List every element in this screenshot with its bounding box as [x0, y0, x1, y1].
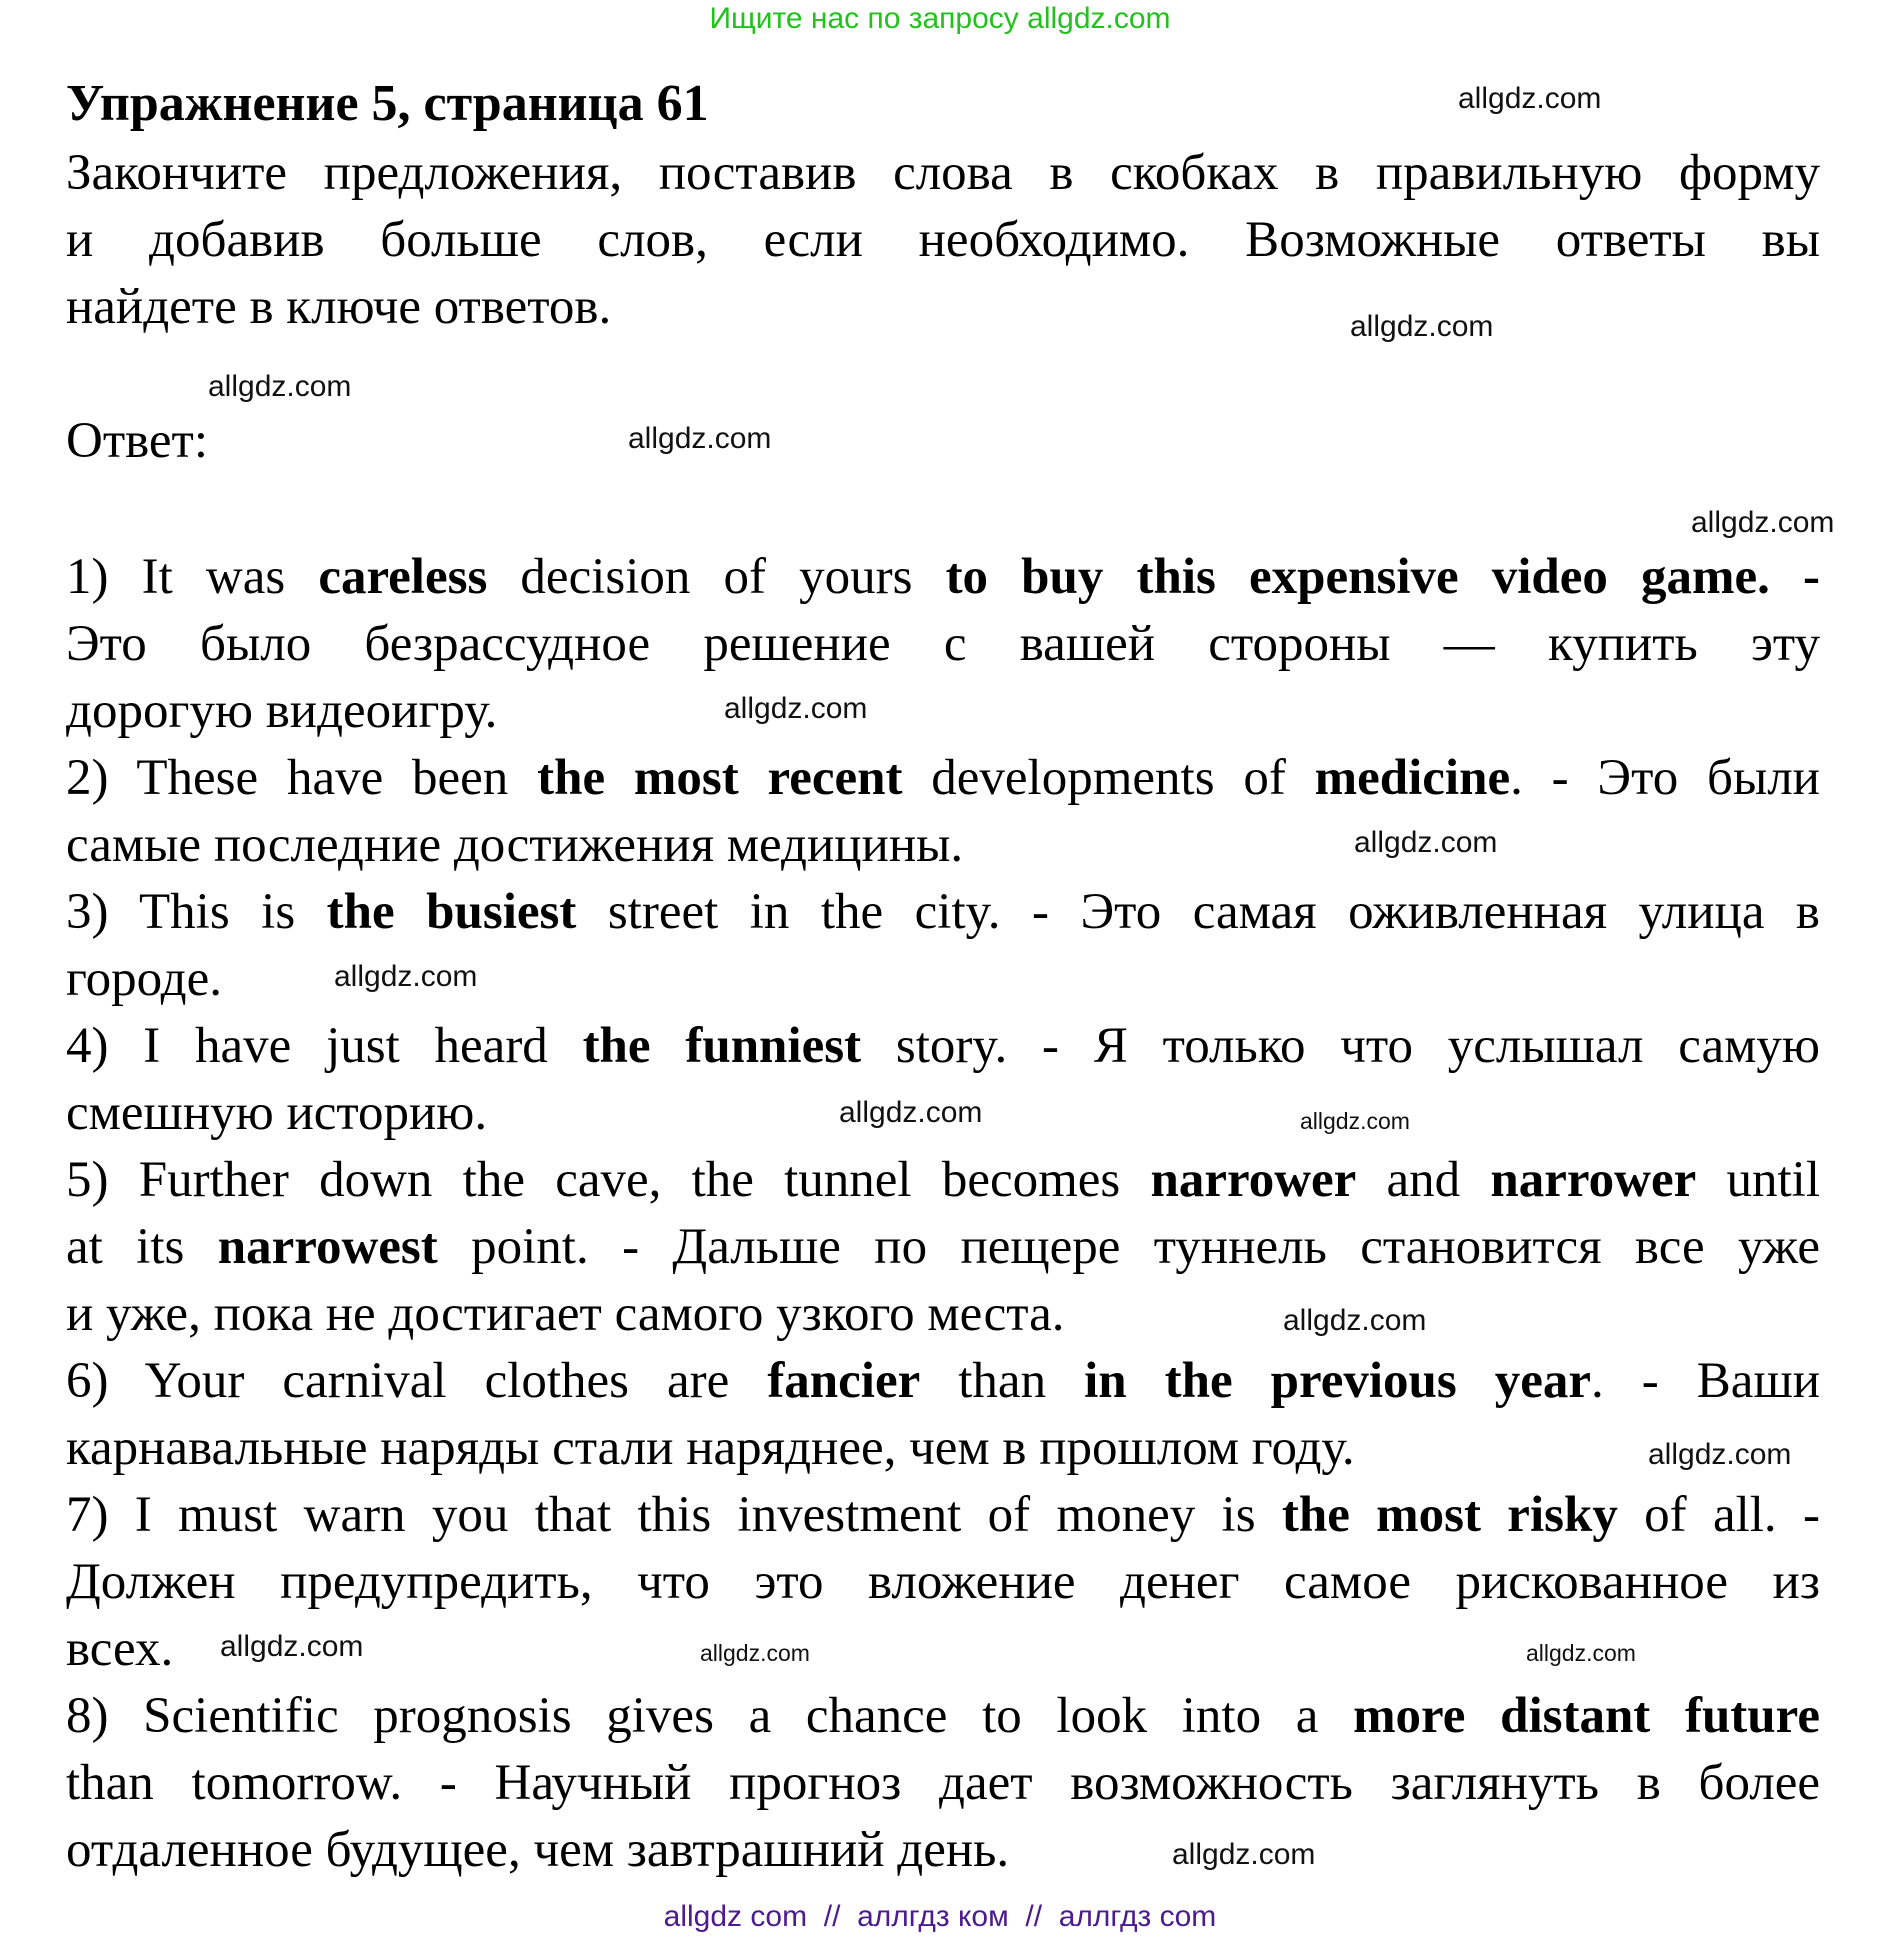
answer-text: карнавальные наряды стали наряднее, чем в прошлом году. [66, 1420, 1355, 1476]
answer-text: 8) Scientific prognosis gives a chance to look into a [66, 1688, 1354, 1744]
answer-line [66, 1549, 1820, 1616]
answer-line [66, 879, 1820, 946]
answer-bold-text: more distant future [1353, 1688, 1820, 1744]
answer-text: than [920, 1353, 1085, 1409]
answer-line [66, 1750, 1820, 1817]
answer-bold-text: careless [318, 549, 488, 605]
watermark: allgdz.com [1283, 1304, 1427, 1337]
answer-line [66, 1683, 1820, 1750]
answer-text: street in the city. - Это самая оживленная улица в [576, 884, 1820, 940]
answer-line [66, 678, 1820, 745]
answer-line [66, 812, 1820, 879]
answer-line [66, 946, 1820, 1013]
answer-text: 4) I have just heard [66, 1018, 583, 1074]
answer-line [66, 1013, 1820, 1080]
answer-text: отдаленное будущее, чем завтрашний день. [66, 1822, 1010, 1878]
answer-item [66, 544, 1820, 745]
answer-line [66, 1214, 1820, 1281]
answer-text: 3) This is [66, 884, 327, 940]
watermark: allgdz.com [1354, 826, 1498, 859]
answer-text: 1) It was [66, 549, 319, 605]
answer-text: . - Ваши [1591, 1353, 1821, 1409]
instruction-text [66, 140, 1820, 341]
answer-line [66, 1817, 1820, 1884]
answer-text: of all. - [1617, 1487, 1820, 1543]
answer-text: Это было безрассудное решение с вашей стороны — купить эту [66, 616, 1820, 672]
bottom-banner-text: allgdz com // аллгдз ком // аллгдз com [663, 1900, 1217, 1933]
answer-line [66, 611, 1820, 678]
answer-bold-text: medicine [1314, 750, 1511, 806]
watermark: allgdz.com [700, 1640, 810, 1666]
answer-text: 6) Your carnival clothes are [66, 1353, 768, 1409]
answer-text: дорогую видеоигру. [66, 683, 498, 739]
answer-bold-text: fancier [767, 1353, 921, 1409]
answer-line [66, 1415, 1820, 1482]
answers-list [66, 544, 1820, 1884]
answer-bold-text: the most risky [1281, 1487, 1618, 1543]
watermark: allgdz.com [1458, 82, 1602, 115]
answer-text: . - Это были [1510, 750, 1820, 806]
answer-line [66, 1147, 1820, 1214]
instruction-line: и добавив больше слов, если необходимо. Возможные ответы вы [66, 212, 1820, 268]
answer-item [66, 1348, 1820, 1482]
answer-line [66, 745, 1820, 812]
answer-bold-text: the funniest [582, 1018, 862, 1074]
watermark: allgdz.com [1300, 1108, 1410, 1134]
answer-item [66, 1683, 1820, 1884]
answer-item [66, 745, 1820, 879]
answer-line [66, 1348, 1820, 1415]
answer-text: 5) Further down the cave, the tunnel becomes [66, 1152, 1151, 1208]
watermark: allgdz.com [334, 960, 478, 993]
answer-text: и уже, пока не достигает самого узкого места. [66, 1286, 1065, 1342]
answer-text: городе. [66, 951, 223, 1007]
answer-text: 2) These have been [66, 750, 538, 806]
answer-line [66, 1281, 1820, 1348]
answer-text: and [1356, 1152, 1491, 1208]
answer-text: Должен предупредить, что это вложение денег самое рискованное из [66, 1554, 1820, 1610]
watermark: allgdz.com [628, 422, 772, 455]
instruction-line: найдете в ключе ответов. [66, 279, 612, 335]
watermark: allgdz.com [1648, 1438, 1792, 1471]
answer-text: decision of yours [487, 549, 946, 605]
answer-label: Ответ: [66, 413, 208, 469]
answer-bold-text: the busiest [326, 884, 577, 940]
watermark: allgdz.com [1350, 310, 1494, 343]
answer-bold-text: narrower [1150, 1152, 1357, 1208]
watermark: allgdz.com [1691, 506, 1835, 539]
answer-text: 7) I must warn you that this investment of money is [66, 1487, 1282, 1543]
answer-bold-text: the most recent [537, 750, 903, 806]
answer-text: until [1696, 1152, 1820, 1208]
answer-text: смешную историю. [66, 1085, 488, 1141]
answer-line [66, 1482, 1820, 1549]
answer-text: at its [66, 1219, 218, 1275]
answer-bold-text: in the previous year [1084, 1353, 1592, 1409]
answer-line [66, 544, 1820, 611]
answer-bold-text: narrower [1490, 1152, 1697, 1208]
top-banner-link[interactable]: Ищите нас по запросу allgdz.com [709, 2, 1171, 35]
answer-text: самые последние достижения медицины. [66, 817, 964, 873]
answer-bold-text: to buy this expensive video game. - [945, 549, 1821, 605]
watermark: allgdz.com [220, 1630, 364, 1663]
watermark: allgdz.com [208, 370, 352, 403]
answer-text: story. - Я только что услышал самую [861, 1018, 1820, 1074]
watermark: allgdz.com [1526, 1640, 1636, 1666]
watermark: allgdz.com [724, 692, 868, 725]
answer-text: developments of [902, 750, 1315, 806]
answer-text: point. - Дальше по пещере туннель становится все уже [437, 1219, 1820, 1275]
answer-bold-text: narrowest [217, 1219, 438, 1275]
answer-item [66, 1147, 1820, 1348]
watermark: allgdz.com [1172, 1838, 1316, 1871]
answer-text: than tomorrow. - Научный прогноз дает возможность заглянуть в более [66, 1755, 1820, 1811]
answer-item [66, 879, 1820, 1013]
answer-text: всех. [66, 1621, 174, 1677]
instruction-line: Закончите предложения, поставив слова в скобках в правильную форму [66, 145, 1820, 201]
page-title: Упражнение 5, страница 61 [66, 75, 709, 132]
watermark: allgdz.com [839, 1096, 983, 1129]
bottom-banner-link[interactable] [0, 1900, 1880, 1934]
